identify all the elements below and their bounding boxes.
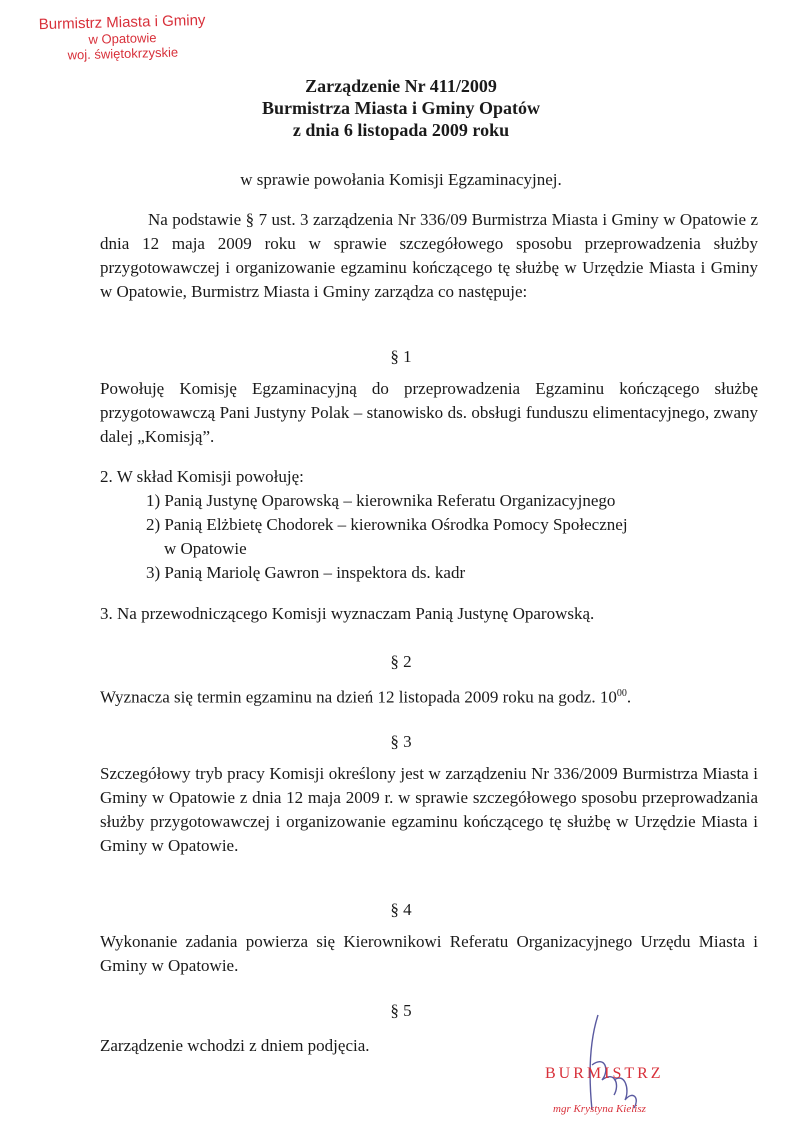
title-line-3: z dnia 6 listopada 2009 roku xyxy=(292,120,510,140)
section-5-text: Zarządzenie wchodzi z dniem podjęcia. xyxy=(100,1036,370,1055)
time-minutes-superscript: 00 xyxy=(616,688,627,699)
section-4-heading: § 4 xyxy=(390,900,412,919)
section-4-text: Wykonanie zadania powierza się Kierownikowi Referatu Organizacyjnego Urzędu Miasta i Gminy w Opatowie. xyxy=(100,932,758,975)
official-stamp xyxy=(29,12,215,64)
section-1-point-3: 3. Na przewodniczącego Komisji wyznaczam Panią Justynę Oparowską. xyxy=(100,604,595,623)
member-2: 2) Panią Elżbietę Chodorek – kierownika Ośrodka Pomocy Społecznej xyxy=(146,515,628,534)
preamble-paragraph: Na podstawie § 7 ust. 3 zarządzenia Nr 336/09 Burmistrza Miasta i Gminy w Opatowie z dnia 12 maja 2009 roku w sprawie szczegółowego sposobu przeprowadzenia służby przygotowawczej i organizowanie egzaminu kończącego tę służbę w Urzędzie Miasta i Gminy w Opatowie, Burmistrz Miasta i Gminy zarządza co następuje: xyxy=(100,210,758,301)
section-2-end: . xyxy=(626,687,632,707)
section-2-heading: § 2 xyxy=(390,652,412,671)
document-title xyxy=(0,75,802,141)
section-1-heading: § 1 xyxy=(390,347,412,366)
stamp-line-3: woj. świętokrzyskie xyxy=(67,44,179,63)
stamp-line-2: w Opatowie xyxy=(88,30,157,47)
title-line-1: Zarządzenie Nr 411/2009 xyxy=(305,76,497,96)
section-1-point-2: 2. W skład Komisji powołuję: xyxy=(100,467,304,486)
signature-title: BURMISTRZ xyxy=(545,1065,664,1082)
member-1: 1) Panią Justynę Oparowską – kierownika Referatu Organizacyjnego xyxy=(146,491,616,510)
stamp-line-1: Burmistrz Miasta i Gminy xyxy=(38,11,206,34)
section-2-body: Wyznacza się termin egzaminu na dzień 12 listopada 2009 roku na godz. 10 xyxy=(100,687,617,707)
section-5-heading: § 5 xyxy=(390,1001,412,1020)
member-2-location: w Opatowie xyxy=(164,539,247,558)
section-2-text xyxy=(100,682,631,710)
title-line-2: Burmistrza Miasta i Gminy Opatów xyxy=(262,98,540,118)
member-3: 3) Panią Mariolę Gawron – inspektora ds. kadr xyxy=(146,563,466,582)
section-1-text: Powołuję Komisję Egzaminacyjną do przeprowadzenia Egzaminu kończącego służbę przygotowawczą Pani Justyny Polak – stanowisko ds. obsługi funduszu elimentacyjnego, zwany dalej „Komisją”. xyxy=(100,379,758,446)
section-3-heading: § 3 xyxy=(390,732,412,751)
section-3-text: Szczegółowy tryb pracy Komisji określony jest w zarządzeniu Nr 336/2009 Burmistrza Miasta i Gminy w Opatowie z dnia 12 maja 2009 r. w sprawie szczegółowego sposobu przeprowadzania służby przygotowawczej i organizowanie egzaminu kończącego tę służbę w Urzędzie Miasta i Gminy w Opatowie. xyxy=(100,764,758,855)
signature-name: mgr Krystyna Kielisz xyxy=(553,1103,646,1115)
document-subject: w sprawie powołania Komisji Egzaminacyjnej. xyxy=(240,170,562,189)
